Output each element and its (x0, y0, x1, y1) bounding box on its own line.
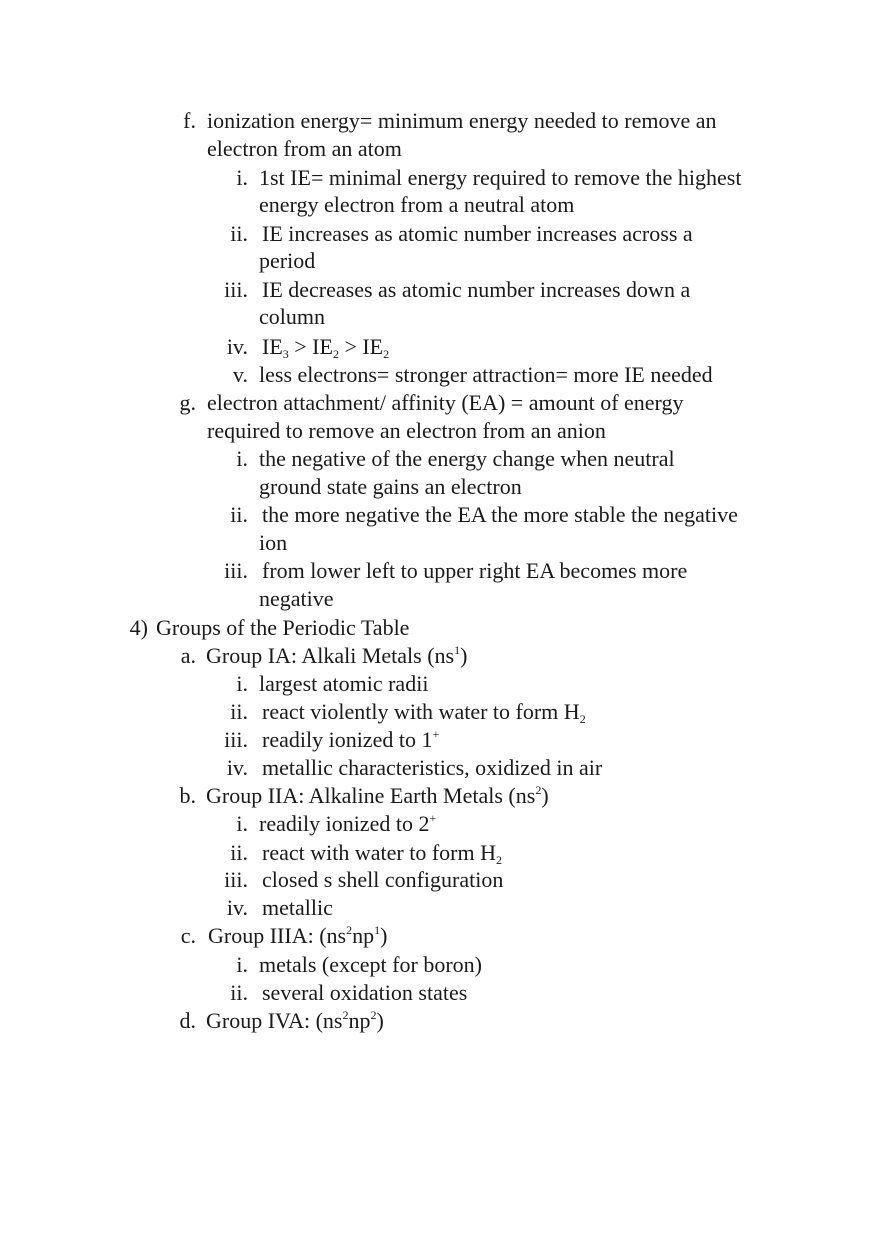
item-text-line: required to remove an electron from an anion (207, 418, 606, 443)
list-marker: ii. (230, 699, 248, 724)
list-marker: f. (183, 108, 196, 133)
list-marker: iii. (224, 867, 248, 892)
group-heading: Group IIA: Alkaline Earth Metals $(ns^2)$ (206, 783, 549, 808)
item-text-line: the negative of the energy change when neutral (259, 446, 675, 471)
list-marker: ii. (230, 840, 248, 865)
item-text-line: react with water to form $H_2$ (262, 840, 502, 867)
item-text-line: period (259, 248, 316, 273)
item-text-line: readily ionized to 2+ (259, 811, 437, 836)
item-text-line: electron attachment/ affinity (EA) = amount of energy (207, 390, 684, 415)
list-marker: iv. (226, 895, 248, 920)
list-marker: 4) (129, 615, 148, 640)
item-text-line: negative (259, 586, 334, 611)
item-text-line: readily ionized to 1+ (262, 727, 440, 752)
list-marker: iii. (224, 727, 248, 752)
list-marker: iv. (226, 334, 248, 359)
list-marker: iii. (224, 277, 248, 302)
list-marker: i. (236, 952, 248, 977)
item-text-line: less electrons= stronger attraction= more IE needed (259, 362, 713, 387)
list-marker: i. (236, 811, 248, 836)
item-text-line: ionization energy= minimum energy needed to remove an (207, 108, 717, 133)
item-text-line: ion (259, 530, 288, 555)
list-marker: d. (179, 1008, 196, 1033)
item-text-line: several oxidation states (262, 980, 468, 1005)
item-text-line: energy electron from a neutral atom (259, 192, 575, 217)
item-text-line: IE decreases as atomic number increases down a (262, 277, 691, 302)
section-title: Groups of the Periodic Table (156, 615, 410, 640)
item-text-line: ground state gains an electron (259, 474, 522, 499)
list-marker: ii. (230, 221, 248, 246)
item-text-line: 1st IE= minimal energy required to remove the highest (259, 165, 742, 190)
group-heading: Group IA: Alkali Metals $(ns^1)$ (206, 643, 468, 668)
list-marker: iv. (226, 755, 248, 780)
list-marker: i. (236, 165, 248, 190)
list-marker: iii. (224, 558, 248, 583)
group-heading: Group IVA: $(ns^2np^2)$ (206, 1008, 384, 1033)
list-marker: i. (236, 446, 248, 471)
item-text-line: IE increases as atomic number increases across a (262, 221, 693, 246)
list-marker: b. (179, 783, 196, 808)
list-marker: a. (180, 643, 196, 668)
item-text-line: column (259, 304, 325, 329)
list-marker: ii. (230, 980, 248, 1005)
list-marker: i. (236, 671, 248, 696)
item-text-line: closed s shell configuration (262, 867, 504, 892)
ionization-inequality: $IE_3 > IE_2 > IE_2$ (262, 334, 390, 361)
list-marker: ii. (230, 502, 248, 527)
item-text-line: react violently with water to form $H_2$ (262, 699, 586, 726)
item-text-line: metallic (262, 895, 333, 920)
list-marker: c. (180, 923, 196, 948)
item-text-line: metallic characteristics, oxidized in air (262, 755, 603, 780)
item-text-line: electron from an atom (207, 136, 402, 161)
item-text-line: largest atomic radii (259, 671, 429, 696)
list-marker: g. (179, 390, 196, 415)
list-marker: v. (232, 362, 248, 387)
group-heading: Group IIIA: $(ns^2np^1)$ (208, 923, 388, 948)
item-text-line: metals (except for boron) (259, 952, 482, 977)
item-text-line: the more negative the EA the more stable the negative (262, 502, 738, 527)
item-text-line: from lower left to upper right EA becomes more (262, 558, 688, 583)
